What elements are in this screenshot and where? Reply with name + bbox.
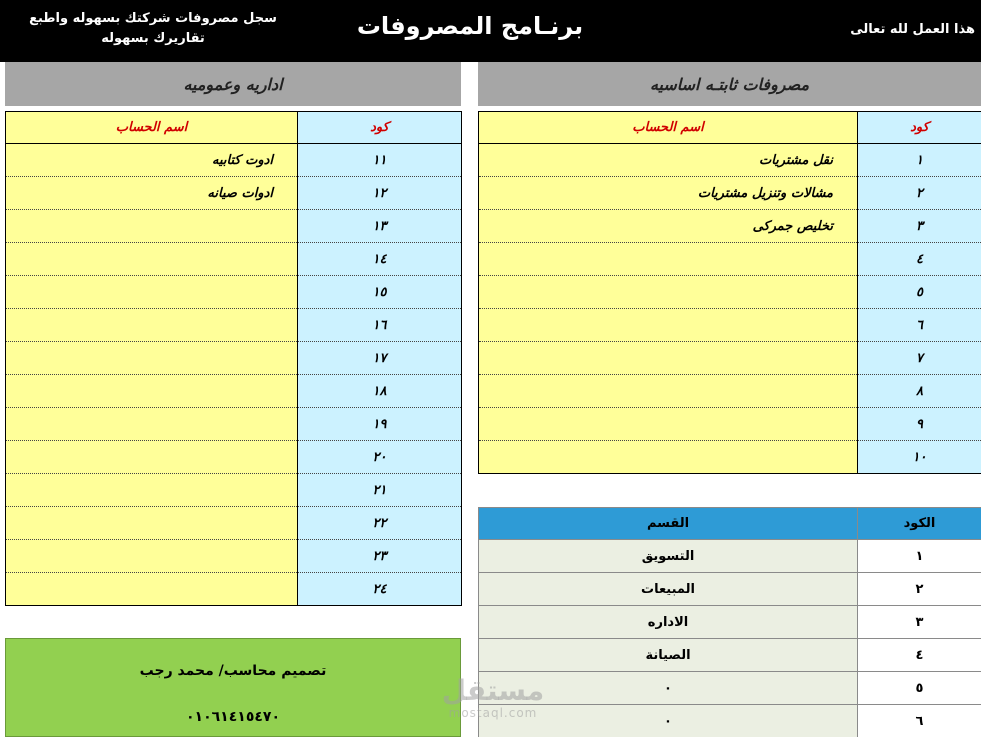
table-row bbox=[479, 540, 981, 573]
name-cell[interactable] bbox=[6, 441, 298, 474]
name-cell[interactable]: المبيعات bbox=[479, 573, 858, 606]
code-cell[interactable]: ٣ bbox=[858, 606, 981, 639]
table-row bbox=[6, 573, 462, 606]
admin-expenses-header: اداريه وعموميه bbox=[5, 62, 461, 106]
code-cell[interactable]: ٢ bbox=[858, 177, 981, 210]
table-row bbox=[6, 144, 462, 177]
name-cell[interactable] bbox=[6, 210, 298, 243]
designer-phone: ٠١٠٦١٤١٥٤٧٠ bbox=[186, 709, 280, 725]
name-cell[interactable] bbox=[6, 276, 298, 309]
table-row bbox=[479, 408, 981, 441]
table-row bbox=[6, 540, 462, 573]
code-cell[interactable]: ١٩ bbox=[298, 408, 462, 441]
code-cell[interactable]: ٥ bbox=[858, 672, 981, 705]
name-cell[interactable] bbox=[479, 276, 858, 309]
fixed-expenses-table bbox=[478, 111, 981, 474]
program-description bbox=[18, 9, 288, 49]
description-line-2: تقاريرك بسهوله bbox=[101, 31, 205, 46]
name-cell[interactable]: ادوات صيانه bbox=[6, 177, 298, 210]
name-cell[interactable] bbox=[6, 573, 298, 606]
table-row bbox=[6, 408, 462, 441]
code-cell[interactable]: ١٣ bbox=[298, 210, 462, 243]
name-cell[interactable]: الصيانة bbox=[479, 639, 858, 672]
table-row bbox=[479, 276, 981, 309]
code-cell[interactable]: ١٨ bbox=[298, 375, 462, 408]
name-cell[interactable] bbox=[6, 408, 298, 441]
name-cell[interactable] bbox=[6, 342, 298, 375]
table-row bbox=[6, 474, 462, 507]
code-cell[interactable]: ٤ bbox=[858, 639, 981, 672]
name-cell[interactable] bbox=[479, 309, 858, 342]
table-row bbox=[479, 243, 981, 276]
code-cell[interactable]: ٢١ bbox=[298, 474, 462, 507]
top-header-bar bbox=[0, 0, 981, 62]
name-cell[interactable]: الاداره bbox=[479, 606, 858, 639]
table-header-row bbox=[479, 112, 981, 144]
name-cell[interactable] bbox=[479, 243, 858, 276]
name-cell[interactable] bbox=[6, 309, 298, 342]
admin-expenses-table bbox=[5, 111, 462, 606]
table-row bbox=[479, 606, 981, 639]
name-cell[interactable]: مشالات وتنزيل مشتريات bbox=[479, 177, 858, 210]
designer-name: تصميم محاسب/ محمد رجب bbox=[139, 663, 327, 679]
name-cell[interactable] bbox=[479, 408, 858, 441]
code-cell[interactable]: ٢٢ bbox=[298, 507, 462, 540]
code-cell[interactable]: ٦ bbox=[858, 705, 981, 737]
code-cell[interactable]: ١٥ bbox=[298, 276, 462, 309]
name-cell[interactable] bbox=[479, 375, 858, 408]
name-cell[interactable] bbox=[6, 474, 298, 507]
column-header-account-name: اسم الحساب bbox=[6, 112, 298, 144]
code-cell[interactable]: ٢٤ bbox=[298, 573, 462, 606]
table-row bbox=[6, 243, 462, 276]
column-header-account-name: اسم الحساب bbox=[479, 112, 858, 144]
table-row bbox=[6, 177, 462, 210]
designer-credit-box bbox=[5, 638, 461, 737]
name-cell[interactable]: تخليص جمركى bbox=[479, 210, 858, 243]
table-row bbox=[479, 639, 981, 672]
name-cell[interactable]: نقل مشتريات bbox=[479, 144, 858, 177]
table-row bbox=[479, 375, 981, 408]
table-row bbox=[479, 309, 981, 342]
table-row bbox=[6, 342, 462, 375]
table-row bbox=[479, 342, 981, 375]
code-cell[interactable]: ٢٣ bbox=[298, 540, 462, 573]
name-cell[interactable] bbox=[479, 441, 858, 474]
name-cell[interactable] bbox=[479, 342, 858, 375]
code-cell[interactable]: ١٢ bbox=[298, 177, 462, 210]
table-row bbox=[6, 375, 462, 408]
code-cell[interactable]: ١ bbox=[858, 540, 981, 573]
code-cell[interactable]: ١ bbox=[858, 144, 981, 177]
column-header-code: كود bbox=[298, 112, 462, 144]
table-row bbox=[479, 573, 981, 606]
description-line-1: سجل مصروفات شركتك بسهوله واطبع bbox=[29, 11, 277, 26]
fixed-expenses-header: مصروفات ثابتـه اساسيه bbox=[478, 62, 981, 106]
code-cell[interactable]: ١٤ bbox=[298, 243, 462, 276]
column-header-dept-code: الكود bbox=[858, 508, 981, 540]
code-cell[interactable]: ١٧ bbox=[298, 342, 462, 375]
watermark-url: mostaql.com bbox=[448, 706, 538, 720]
code-cell[interactable]: ١٠ bbox=[858, 441, 981, 474]
dedication-text: هذا العمل لله تعالى bbox=[850, 22, 975, 37]
column-header-dept-name: القسم bbox=[479, 508, 858, 540]
code-cell[interactable]: ٥ bbox=[858, 276, 981, 309]
code-cell[interactable]: ٤ bbox=[858, 243, 981, 276]
code-cell[interactable]: ١١ bbox=[298, 144, 462, 177]
table-row bbox=[479, 144, 981, 177]
program-title: برنـامج المصروفات bbox=[356, 12, 584, 40]
code-cell[interactable]: ٣ bbox=[858, 210, 981, 243]
code-cell[interactable]: ٨ bbox=[858, 375, 981, 408]
table-row bbox=[6, 210, 462, 243]
code-cell[interactable]: ٢٠ bbox=[298, 441, 462, 474]
name-cell[interactable] bbox=[6, 375, 298, 408]
table-row bbox=[6, 441, 462, 474]
watermark-logo: مستقل bbox=[441, 674, 545, 707]
code-cell[interactable]: ٦ bbox=[858, 309, 981, 342]
mostaql-watermark bbox=[428, 676, 558, 720]
table-row bbox=[6, 309, 462, 342]
code-cell[interactable]: ٧ bbox=[858, 342, 981, 375]
name-cell[interactable]: التسويق bbox=[479, 540, 858, 573]
table-row bbox=[6, 276, 462, 309]
code-cell[interactable]: ١٦ bbox=[298, 309, 462, 342]
name-cell[interactable]: ٠ bbox=[479, 672, 858, 705]
table-row bbox=[479, 441, 981, 474]
code-cell[interactable]: ٢ bbox=[858, 573, 981, 606]
name-cell[interactable] bbox=[6, 243, 298, 276]
name-cell[interactable] bbox=[6, 540, 298, 573]
code-cell[interactable]: ٩ bbox=[858, 408, 981, 441]
table-row bbox=[6, 507, 462, 540]
table-row bbox=[479, 177, 981, 210]
name-cell[interactable]: ادوت كتابيه bbox=[6, 144, 298, 177]
table-header-row bbox=[479, 508, 981, 540]
table-header-row bbox=[6, 112, 462, 144]
table-row bbox=[479, 210, 981, 243]
column-header-code: كود bbox=[858, 112, 981, 144]
name-cell[interactable]: ٠ bbox=[479, 705, 858, 737]
name-cell[interactable] bbox=[6, 507, 298, 540]
